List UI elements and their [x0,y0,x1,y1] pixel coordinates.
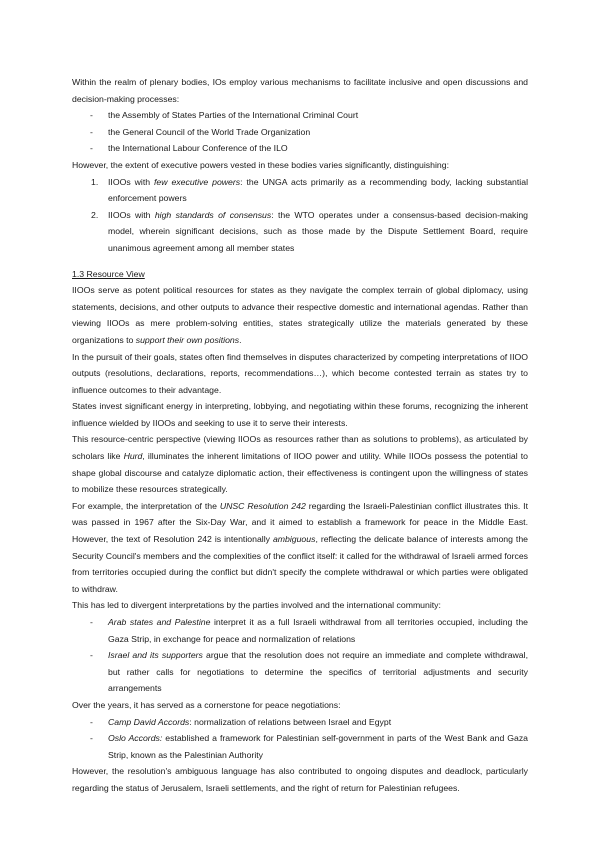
list-item: - Arab states and Palestine interpret it as a full Israeli withdrawal from all territories occupied, including the Gaza Strip, in exchange for peace and normalization of relations [72,614,528,647]
dash-bullet: - [90,126,93,137]
list-item: - Camp David Accords: normalization of relations between Israel and Egypt [72,714,528,731]
interpretations-list [72,614,528,697]
dash-bullet: - [90,716,93,727]
list-item: - the General Council of the World Trade Organization [72,124,528,141]
accords-list [72,714,528,764]
list-item: 2. IIOOs with high standards of consensus: the WTO operates under a consensus-based decision-making model, wherein significant decisions, such as those made by the Dispute Settlement Board, require unanimous agreement among all member states [91,209,528,253]
plenary-bodies-list [72,107,528,157]
paragraph-3: States invest significant energy in interpreting, lobbying, and negotiating within these forums, recognizing the inherent influence wielded by IIOOs and seeking to use it to serve their interests. [72,401,528,428]
paragraph-8: However, the resolution's ambiguous language has also contributed to ongoing disputes and deadlock, particularly regarding the status of Jerusalem, Israeli settlements, and the right of return for Palestinian refugees. [72,766,528,793]
document-page [72,74,528,797]
paragraph-5: For example, the interpretation of the UNSC Resolution 242 regarding the Israeli-Palestinian conflict illustrates this. It was passed in 1967 after the Six-Day War, and it aimed to establish a framework for peace in the Middle East. However, the text of Resolution 242 is intentionally ambiguous, reflecting the delicate balance of interests among the Security Council's members and the complexities of the conflict itself: it called for the withdrawal of Israeli armed forces from territories occupied during the conflict but didn't specify the complete withdrawal or which parties were obligated to withdraw. [72,500,529,594]
intro-paragraph: Within the realm of plenary bodies, IOs employ various mechanisms to facilitate inclusive and open discussions and decision-making processes: [72,77,528,104]
dash-bullet: - [90,143,93,154]
section-heading: 1.3 Resource View [72,268,145,279]
dash-bullet: - [90,650,93,661]
however-paragraph: However, the extent of executive powers vested in these bodies varies significantly, distinguishing: [72,159,449,170]
paragraph-7: Over the years, it has served as a cornerstone for peace negotiations: [72,699,341,710]
dash-bullet: - [90,733,93,744]
paragraph-1: IIOOs serve as potent political resources for states as they navigate the complex terrain of global diplomacy, using statements, decisions, and other outputs to advance their respective domestic and international agendas. Rather than viewing IIOOs as mere problem-solving entities, states strategically utilize the materials generated by these organizations to support their own positions. [72,285,528,345]
list-item: - the Assembly of States Parties of the International Criminal Court [72,107,528,124]
paragraph-6: This has led to divergent interpretations by the parties involved and the international community: [72,600,441,611]
paragraph-4: This resource-centric perspective (viewing IIOOs as resources rather than as solutions to problems), as articulated by scholars like Hurd, illuminates the inherent limitations of IIOO power and utility. While IIOOs possess the potential to shape global discourse and catalyze diplomatic action, their effectiveness is contingent upon the willingness of states to mobilize these resources strategically. [72,434,528,495]
list-item: - Oslo Accords: established a framework for Palestinian self-government in parts of the West Bank and Gaza Strip, known as the Palestinian Authority [72,730,528,763]
paragraph-2: In the pursuit of their goals, states often find themselves in disputes characterized by competing interpretations of IIOO outputs (resolutions, declarations, reports, recommendations…), which become contested terrain as states try to influence outcomes to their advantage. [72,351,528,395]
executive-powers-list [72,174,528,257]
list-item: - the International Labour Conference of the ILO [72,140,528,157]
dash-bullet: - [90,617,93,627]
list-item: - Israel and its supporters argue that the resolution does not require an immediate and complete withdrawal, but rather calls for negotiations to determine the specifics of territorial adjustments and security arrangements [72,647,528,697]
list-item: 1. IIOOs with few executive powers: the UNGA acts primarily as a recommending body, lacking substantial enforcement powers [91,176,528,204]
dash-bullet: - [90,110,93,121]
